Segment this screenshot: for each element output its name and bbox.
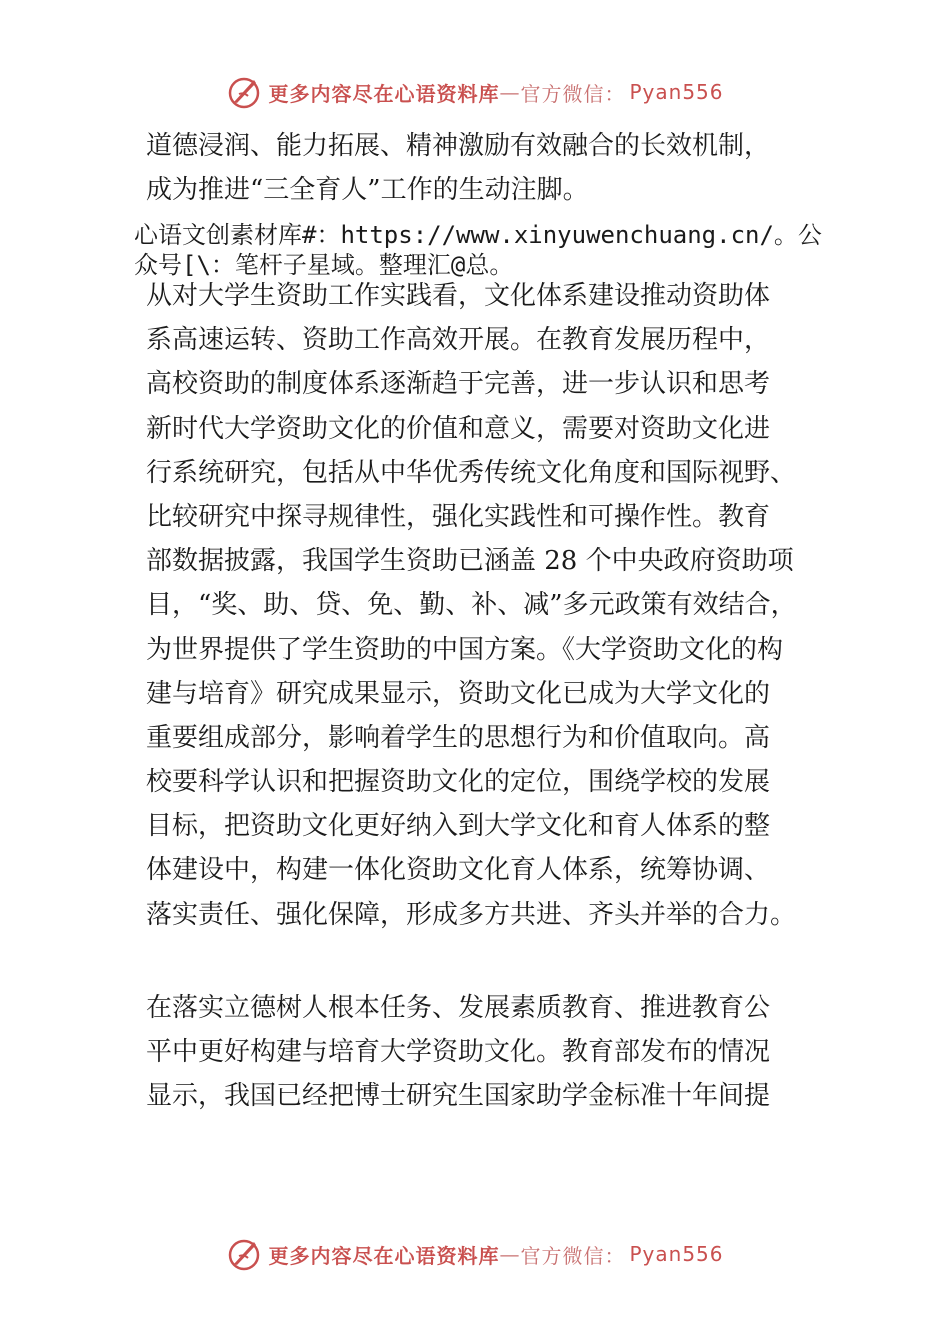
- banner-wechat-label: 官方微信：: [520, 81, 626, 106]
- text-line: 目，“奖、助、贷、免、勤、补、减”多元政策有效结合，: [146, 590, 797, 621]
- text-line: 体建设中，构建一体化资助文化育人体系，统筹协调、: [146, 855, 771, 886]
- text-line: 在落实立德树人根本任务、发展素质教育、推进教育公: [146, 993, 771, 1023]
- text-line: 比较研究中探寻规律性，强化实践性和可操作性。教育: [146, 501, 771, 532]
- text-line: 成为推进“三全育人”工作的生动注脚。: [146, 175, 589, 206]
- banner-separator: —: [499, 80, 521, 104]
- paragraph-3: [146, 986, 846, 1119]
- text-line: 部数据披露，我国学生资助已涵盖 28 个中央政府资助项: [146, 546, 794, 577]
- text-line: 新时代大学资助文化的价值和意义，需要对资助文化进: [146, 413, 771, 444]
- text-line: 重要组成部分，影响着学生的思想行为和价值取向。高: [146, 722, 771, 753]
- banner-brand: 更多内容尽在心语资料库: [268, 1243, 500, 1268]
- text-line: 落实责任、强化保障，形成多方共进、齐头并举的合力。: [146, 899, 797, 930]
- banner-wechat-id: Pyan556: [629, 80, 724, 104]
- text-line: 高校资助的制度体系逐渐趋于完善，进一步认识和思考: [146, 369, 771, 400]
- text-line: 校要科学认识和把握资助文化的定位，围绕学校的发展: [146, 767, 771, 798]
- red-quill-seal-icon: [226, 1236, 262, 1272]
- text-line: 从对大学生资助工作实践看，文化体系建设推动资助体: [146, 281, 771, 311]
- paragraph-2: [146, 274, 846, 937]
- paragraph-1: [146, 124, 846, 212]
- header-banner: [0, 74, 950, 110]
- banner-separator: —: [499, 1242, 521, 1266]
- text-line: 道德浸润、能力拓展、精神激励有效融合的长效机制，: [146, 131, 771, 161]
- text-line: 系高速运转、资助工作高效开展。在教育发展历程中，: [146, 325, 771, 356]
- banner-wechat-label: 官方微信：: [520, 1243, 626, 1268]
- text-line: 众号[\：笔杆子星域。整理汇@总。: [134, 251, 514, 279]
- red-quill-seal-icon: [226, 74, 262, 110]
- banner-wechat-id: Pyan556: [629, 1242, 724, 1266]
- text-line: 为世界提供了学生资助的中国方案。《大学资助文化的构: [146, 634, 784, 665]
- text-line: 行系统研究，包括从中华优秀传统文化角度和国际视野、: [146, 457, 797, 488]
- footer-banner: [0, 1236, 950, 1272]
- text-line: 平中更好构建与培育大学资助文化。教育部发布的情况: [146, 1037, 771, 1068]
- text-line: 显示，我国已经把博士研究生国家助学金标准十年间提: [146, 1081, 771, 1112]
- text-line: 建与培育》研究成果显示，资助文化已成为大学文化的: [146, 678, 771, 709]
- text-line: 心语文创素材库#：https://www.xinyuwenchuang.cn/。公: [134, 221, 822, 249]
- text-line: 目标，把资助文化更好纳入到大学文化和育人体系的整: [146, 811, 771, 842]
- source-note: [134, 220, 822, 280]
- banner-brand: 更多内容尽在心语资料库: [268, 81, 500, 106]
